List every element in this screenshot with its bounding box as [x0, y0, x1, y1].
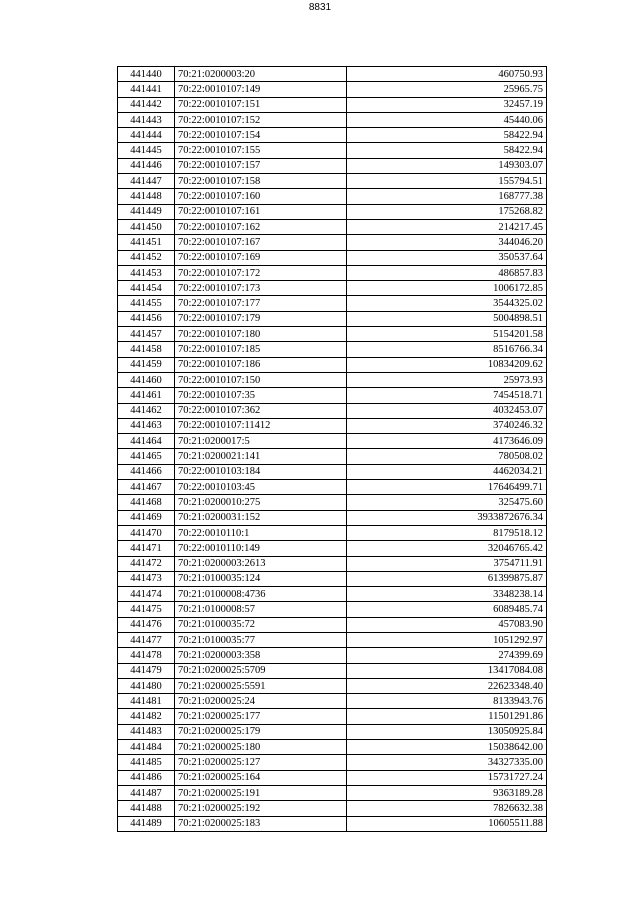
cadastral-number-cell: 70:22:0010107:157 [175, 158, 347, 173]
cadastral-number-cell: 70:22:0010107:167 [175, 235, 347, 250]
table-row [118, 388, 547, 403]
table-row [118, 434, 547, 449]
row-number-cell: 441458 [118, 342, 175, 357]
row-number-cell: 441459 [118, 357, 175, 372]
table-row [118, 755, 547, 770]
cadastral-number-cell: 70:21:0200025:191 [175, 785, 347, 800]
table-row [118, 724, 547, 739]
table-row [118, 327, 547, 342]
value-cell: 7454518.71 [347, 388, 547, 403]
table-row [118, 296, 547, 311]
cadastral-number-cell: 70:21:0200031:152 [175, 510, 347, 525]
row-number-cell: 441449 [118, 204, 175, 219]
cadastral-number-cell: 70:21:0200025:164 [175, 770, 347, 785]
cadastral-number-cell: 70:22:0010107:162 [175, 219, 347, 234]
row-number-cell: 441474 [118, 587, 175, 602]
table-row [118, 265, 547, 280]
table-row [118, 694, 547, 709]
cadastral-number-cell: 70:22:0010103:45 [175, 480, 347, 495]
row-number-cell: 441455 [118, 296, 175, 311]
value-cell: 58422.94 [347, 143, 547, 158]
value-cell: 460750.93 [347, 67, 547, 82]
value-cell: 3933872676.34 [347, 510, 547, 525]
row-number-cell: 441468 [118, 495, 175, 510]
value-cell: 58422.94 [347, 128, 547, 143]
row-number-cell: 441462 [118, 403, 175, 418]
value-cell: 4173646.09 [347, 434, 547, 449]
value-cell: 5004898.51 [347, 311, 547, 326]
row-number-cell: 441441 [118, 82, 175, 97]
value-cell: 11501291.86 [347, 709, 547, 724]
cadastral-number-cell: 70:21:0100008:57 [175, 602, 347, 617]
table-row [118, 571, 547, 586]
table-row [118, 342, 547, 357]
table-row [118, 816, 547, 831]
cadastral-number-cell: 70:21:0200025:192 [175, 801, 347, 816]
value-cell: 7826632.38 [347, 801, 547, 816]
row-number-cell: 441472 [118, 556, 175, 571]
cadastral-number-cell: 70:22:0010107:161 [175, 204, 347, 219]
table-row [118, 541, 547, 556]
table-row [118, 281, 547, 296]
row-number-cell: 441457 [118, 327, 175, 342]
value-cell: 22623348.40 [347, 678, 547, 693]
row-number-cell: 441481 [118, 694, 175, 709]
row-number-cell: 441456 [118, 311, 175, 326]
value-cell: 3544325.02 [347, 296, 547, 311]
value-cell: 9363189.28 [347, 785, 547, 800]
cadastral-number-cell: 70:22:0010107:362 [175, 403, 347, 418]
row-number-cell: 441444 [118, 128, 175, 143]
table-row [118, 663, 547, 678]
cadastral-number-cell: 70:22:0010107:154 [175, 128, 347, 143]
value-cell: 1006172.85 [347, 281, 547, 296]
table-row [118, 357, 547, 372]
value-cell: 15731727.24 [347, 770, 547, 785]
row-number-cell: 441483 [118, 724, 175, 739]
row-number-cell: 441452 [118, 250, 175, 265]
row-number-cell: 441484 [118, 740, 175, 755]
table-row [118, 464, 547, 479]
cadastral-number-cell: 70:21:0200025:5709 [175, 663, 347, 678]
value-cell: 13417084.08 [347, 663, 547, 678]
row-number-cell: 441453 [118, 265, 175, 280]
page-number: 8831 [308, 2, 332, 13]
value-cell: 15038642.00 [347, 740, 547, 755]
value-cell: 155794.51 [347, 174, 547, 189]
value-cell: 25965.75 [347, 82, 547, 97]
table-row [118, 97, 547, 112]
row-number-cell: 441469 [118, 510, 175, 525]
cadastral-number-cell: 70:22:0010110:149 [175, 541, 347, 556]
cadastral-number-cell: 70:21:0200003:20 [175, 67, 347, 82]
cadastral-number-cell: 70:22:0010107:152 [175, 112, 347, 127]
row-number-cell: 441475 [118, 602, 175, 617]
table-row [118, 602, 547, 617]
value-cell: 350537.64 [347, 250, 547, 265]
table-row [118, 510, 547, 525]
cadastral-number-cell: 70:21:0200025:127 [175, 755, 347, 770]
table-row [118, 801, 547, 816]
value-cell: 274399.69 [347, 648, 547, 663]
table-row [118, 556, 547, 571]
value-cell: 5154201.58 [347, 327, 547, 342]
table-row [118, 709, 547, 724]
value-cell: 61399875.87 [347, 571, 547, 586]
value-cell: 3754711.91 [347, 556, 547, 571]
row-number-cell: 441448 [118, 189, 175, 204]
value-cell: 214217.45 [347, 219, 547, 234]
table-row [118, 372, 547, 387]
table-row [118, 403, 547, 418]
row-number-cell: 441476 [118, 617, 175, 632]
value-cell: 6089485.74 [347, 602, 547, 617]
value-cell: 486857.83 [347, 265, 547, 280]
cadastral-number-cell: 70:21:0200010:275 [175, 495, 347, 510]
cadastral-number-cell: 70:21:0200017:5 [175, 434, 347, 449]
value-cell: 780508.02 [347, 449, 547, 464]
table-row [118, 785, 547, 800]
value-cell: 325475.60 [347, 495, 547, 510]
row-number-cell: 441467 [118, 480, 175, 495]
row-number-cell: 441443 [118, 112, 175, 127]
table-row [118, 740, 547, 755]
row-number-cell: 441470 [118, 525, 175, 540]
value-cell: 10605511.88 [347, 816, 547, 831]
row-number-cell: 441442 [118, 97, 175, 112]
table-row [118, 143, 547, 158]
value-cell: 32046765.42 [347, 541, 547, 556]
table-row [118, 235, 547, 250]
cadastral-number-cell: 70:21:0200025:177 [175, 709, 347, 724]
cadastral-number-cell: 70:21:0100035:77 [175, 632, 347, 647]
row-number-cell: 441488 [118, 801, 175, 816]
table-row [118, 648, 547, 663]
cadastral-number-cell: 70:22:0010107:151 [175, 97, 347, 112]
row-number-cell: 441487 [118, 785, 175, 800]
row-number-cell: 441450 [118, 219, 175, 234]
value-cell: 3740246.32 [347, 418, 547, 433]
table-row [118, 770, 547, 785]
table-row [118, 158, 547, 173]
row-number-cell: 441478 [118, 648, 175, 663]
table-row [118, 632, 547, 647]
table-row [118, 112, 547, 127]
cadastral-number-cell: 70:22:0010107:169 [175, 250, 347, 265]
cadastral-value-table [117, 66, 547, 832]
cadastral-number-cell: 70:22:0010107:179 [175, 311, 347, 326]
row-number-cell: 441446 [118, 158, 175, 173]
value-cell: 149303.07 [347, 158, 547, 173]
table-row [118, 311, 547, 326]
value-cell: 34327335.00 [347, 755, 547, 770]
table-row [118, 495, 547, 510]
row-number-cell: 441447 [118, 174, 175, 189]
value-cell: 45440.06 [347, 112, 547, 127]
cadastral-number-cell: 70:22:0010107:180 [175, 327, 347, 342]
cadastral-number-cell: 70:21:0100008:4736 [175, 587, 347, 602]
table-row [118, 174, 547, 189]
value-cell: 8133943.76 [347, 694, 547, 709]
table-row [118, 204, 547, 219]
value-cell: 175268.82 [347, 204, 547, 219]
row-number-cell: 441486 [118, 770, 175, 785]
row-number-cell: 441465 [118, 449, 175, 464]
table-row [118, 587, 547, 602]
row-number-cell: 441482 [118, 709, 175, 724]
row-number-cell: 441485 [118, 755, 175, 770]
row-number-cell: 441466 [118, 464, 175, 479]
table-row [118, 418, 547, 433]
table-row [118, 449, 547, 464]
value-cell: 10834209.62 [347, 357, 547, 372]
cadastral-number-cell: 70:21:0200025:5591 [175, 678, 347, 693]
table-row [118, 128, 547, 143]
value-cell: 1051292.97 [347, 632, 547, 647]
row-number-cell: 441477 [118, 632, 175, 647]
cadastral-number-cell: 70:21:0100035:124 [175, 571, 347, 586]
cadastral-number-cell: 70:21:0200025:183 [175, 816, 347, 831]
cadastral-number-cell: 70:22:0010107:35 [175, 388, 347, 403]
row-number-cell: 441460 [118, 372, 175, 387]
row-number-cell: 441489 [118, 816, 175, 831]
value-cell: 8516766.34 [347, 342, 547, 357]
cadastral-number-cell: 70:22:0010107:160 [175, 189, 347, 204]
row-number-cell: 441463 [118, 418, 175, 433]
table-row [118, 219, 547, 234]
table-row [118, 67, 547, 82]
row-number-cell: 441464 [118, 434, 175, 449]
cadastral-number-cell: 70:21:0200003:2613 [175, 556, 347, 571]
cadastral-number-cell: 70:21:0200025:180 [175, 740, 347, 755]
table-row [118, 617, 547, 632]
value-cell: 344046.20 [347, 235, 547, 250]
value-cell: 32457.19 [347, 97, 547, 112]
row-number-cell: 441440 [118, 67, 175, 82]
table-row [118, 525, 547, 540]
cadastral-number-cell: 70:22:0010107:150 [175, 372, 347, 387]
table-body [118, 67, 547, 832]
cadastral-number-cell: 70:22:0010107:172 [175, 265, 347, 280]
value-cell: 25973.93 [347, 372, 547, 387]
table-row [118, 480, 547, 495]
row-number-cell: 441479 [118, 663, 175, 678]
value-cell: 168777.38 [347, 189, 547, 204]
cadastral-number-cell: 70:21:0200003:358 [175, 648, 347, 663]
value-cell: 13050925.84 [347, 724, 547, 739]
cadastral-number-cell: 70:22:0010107:149 [175, 82, 347, 97]
table-row [118, 82, 547, 97]
row-number-cell: 441454 [118, 281, 175, 296]
table-row [118, 189, 547, 204]
cadastral-number-cell: 70:22:0010107:173 [175, 281, 347, 296]
cadastral-number-cell: 70:22:0010107:158 [175, 174, 347, 189]
row-number-cell: 441473 [118, 571, 175, 586]
cadastral-number-cell: 70:21:0100035:72 [175, 617, 347, 632]
cadastral-number-cell: 70:21:0200025:179 [175, 724, 347, 739]
row-number-cell: 441471 [118, 541, 175, 556]
cadastral-number-cell: 70:22:0010107:177 [175, 296, 347, 311]
row-number-cell: 441445 [118, 143, 175, 158]
cadastral-number-cell: 70:21:0200025:24 [175, 694, 347, 709]
row-number-cell: 441451 [118, 235, 175, 250]
value-cell: 4462034.21 [347, 464, 547, 479]
value-cell: 17646499.71 [347, 480, 547, 495]
cadastral-number-cell: 70:22:0010107:11412 [175, 418, 347, 433]
row-number-cell: 441480 [118, 678, 175, 693]
cadastral-number-cell: 70:22:0010103:184 [175, 464, 347, 479]
value-cell: 457083.90 [347, 617, 547, 632]
row-number-cell: 441461 [118, 388, 175, 403]
cadastral-number-cell: 70:21:0200021:141 [175, 449, 347, 464]
value-cell: 8179518.12 [347, 525, 547, 540]
cadastral-number-cell: 70:22:0010107:185 [175, 342, 347, 357]
cadastral-number-cell: 70:22:0010110:1 [175, 525, 347, 540]
cadastral-number-cell: 70:22:0010107:186 [175, 357, 347, 372]
value-cell: 3348238.14 [347, 587, 547, 602]
table-row [118, 250, 547, 265]
table-row [118, 678, 547, 693]
cadastral-number-cell: 70:22:0010107:155 [175, 143, 347, 158]
value-cell: 4032453.07 [347, 403, 547, 418]
